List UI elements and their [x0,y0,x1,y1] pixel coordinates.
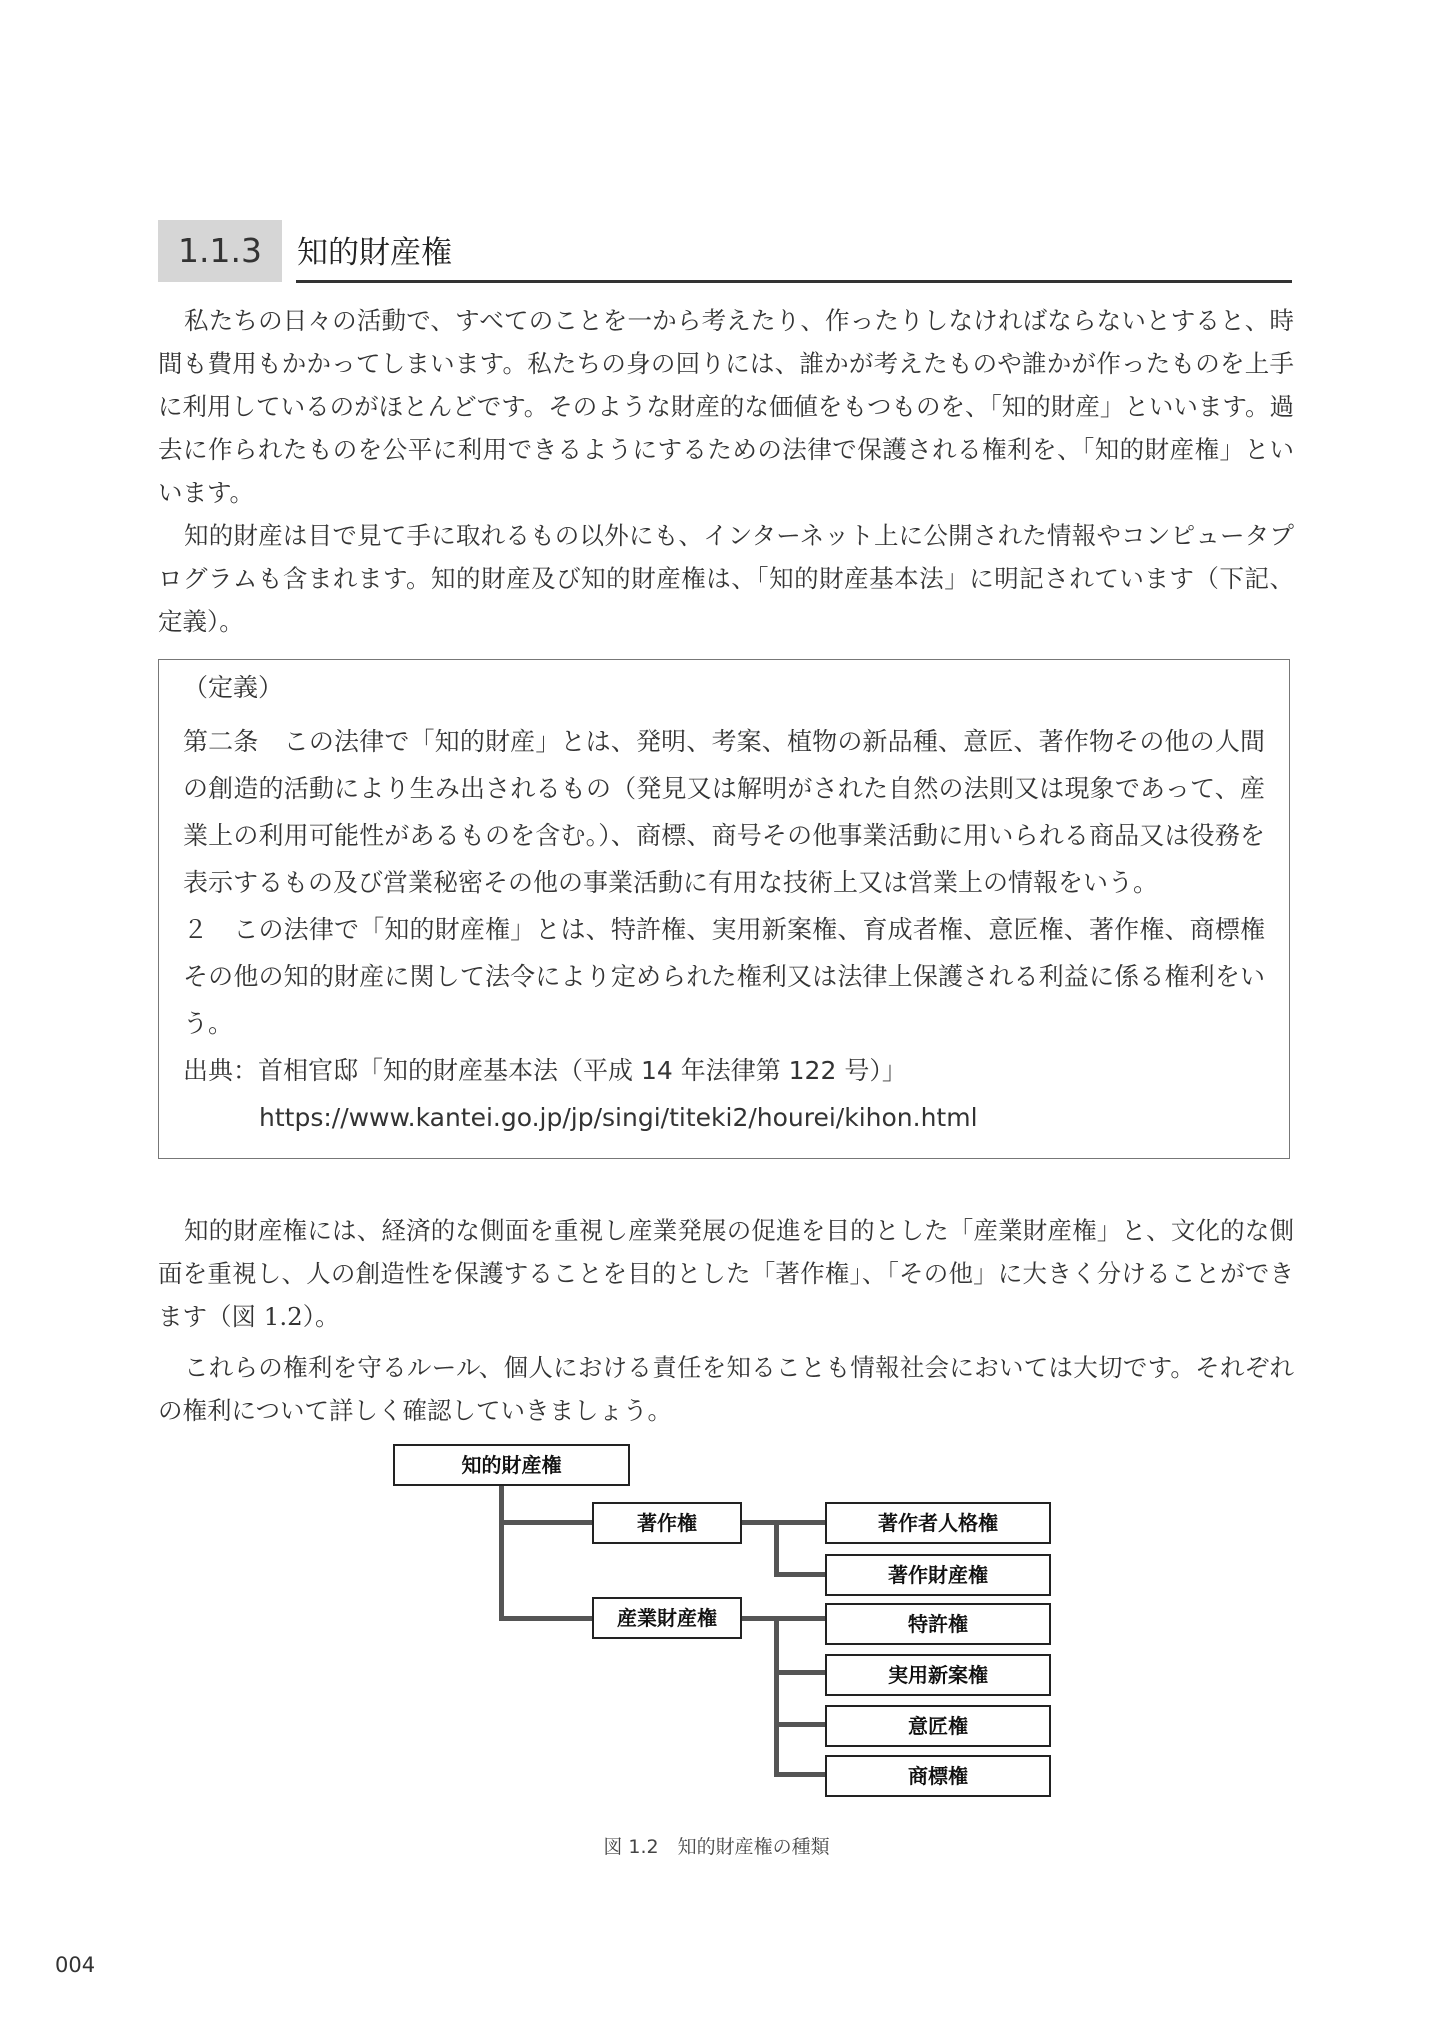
node-industrial-property: 産業財産権 [592,1597,742,1639]
definition-source-url: https://www.kantei.go.jp/jp/singi/titeki2/hourei/kihon.html [259,1103,978,1132]
section-number: 1.1.3 [158,220,282,282]
body-paragraph-3: 知的財産権には、経済的な側面を重視し産業発展の促進を目的とした「産業財産権」と、文化的な側面を重視し、人の創造性を保護することを目的とした「著作権」、「その他」に大きく分けることができます（図 1.2）。 [158,1216,1294,1331]
definition-source: 出典：首相官邸「知的財産基本法（平成 14 年法律第 122 号）」 [183,1056,907,1085]
definition-heading: （定義） [183,673,284,702]
section-title: 知的財産権 [297,235,452,271]
section-title-rule [296,280,1292,283]
connector-copyright-vertical [774,1520,779,1577]
body-paragraph-4: これらの権利を守るルール、個人における責任を知ることも情報社会においては大切です。それぞれの権利について詳しく確認していきましょう。 [158,1353,1294,1425]
body-paragraph-2: 知的財産は目で見て手に取れるもの以外にも、インターネット上に公開された情報やコンピュータプログラムも含まれます。知的財産及び知的財産権は、「知的財産基本法」に明記されています（下記、定義）。 [158,521,1294,636]
figure-caption: 図 1.2 知的財産権の種類 [603,1836,830,1858]
connector-root-to-industrial [499,1616,593,1621]
node-patent-right: 特許権 [825,1603,1051,1645]
definition-article-2: ２ この法律で「知的財産権」とは、特許権、実用新案権、育成者権、意匠権、著作権、商標権その他の知的財産に関して法令により定められた権利又は法律上保護される利益に係る権利をいう。 [183,915,1265,1038]
node-author-property-rights: 著作財産権 [825,1554,1051,1596]
connector-to-author-property [774,1572,826,1577]
node-copyright: 著作権 [592,1502,742,1544]
node-utility-model-right: 実用新案権 [825,1654,1051,1696]
connector-root-vertical [499,1485,504,1621]
page-number: 004 [55,1953,96,1977]
connector-to-design [774,1722,826,1727]
definition-article-1: 第二条 この法律で「知的財産」とは、発明、考案、植物の新品種、意匠、著作物その他の人間の創造的活動により生み出されるもの（発見又は解明がされた自然の法則又は現象であって、産業上の利用可能性があるものを含む。）、商標、商号その他事業活動に用いられる商品又は役務を表示するもの及び営業秘密その他の事業活動に有用な技術上又は営業上の情報をいう。 [183,727,1265,897]
definition-box [158,659,1290,1159]
connector-to-utility [774,1670,826,1675]
connector-to-author-moral [740,1520,826,1525]
connector-industrial-out [740,1616,826,1621]
node-ip-rights: 知的財産権 [393,1444,630,1486]
node-design-right: 意匠権 [825,1705,1051,1747]
connector-root-to-copyright [499,1520,593,1525]
body-paragraph-1: 私たちの日々の活動で、すべてのことを一から考えたり、作ったりしなければならないとすると、時間も費用もかかってしまいます。私たちの身の回りには、誰かが考えたものや誰かが作ったものを上手に利用しているのがほとんどです。そのような財産的な価値をもつものを、「知的財産」といいます。過去に作られたものを公平に利用できるようにするための法律で保護される権利を、「知的財産権」といいます。 [158,306,1294,507]
node-trademark-right: 商標権 [825,1755,1051,1797]
connector-industrial-vertical [774,1616,779,1777]
node-author-moral-rights: 著作者人格権 [825,1502,1051,1544]
connector-to-trademark [774,1772,826,1777]
